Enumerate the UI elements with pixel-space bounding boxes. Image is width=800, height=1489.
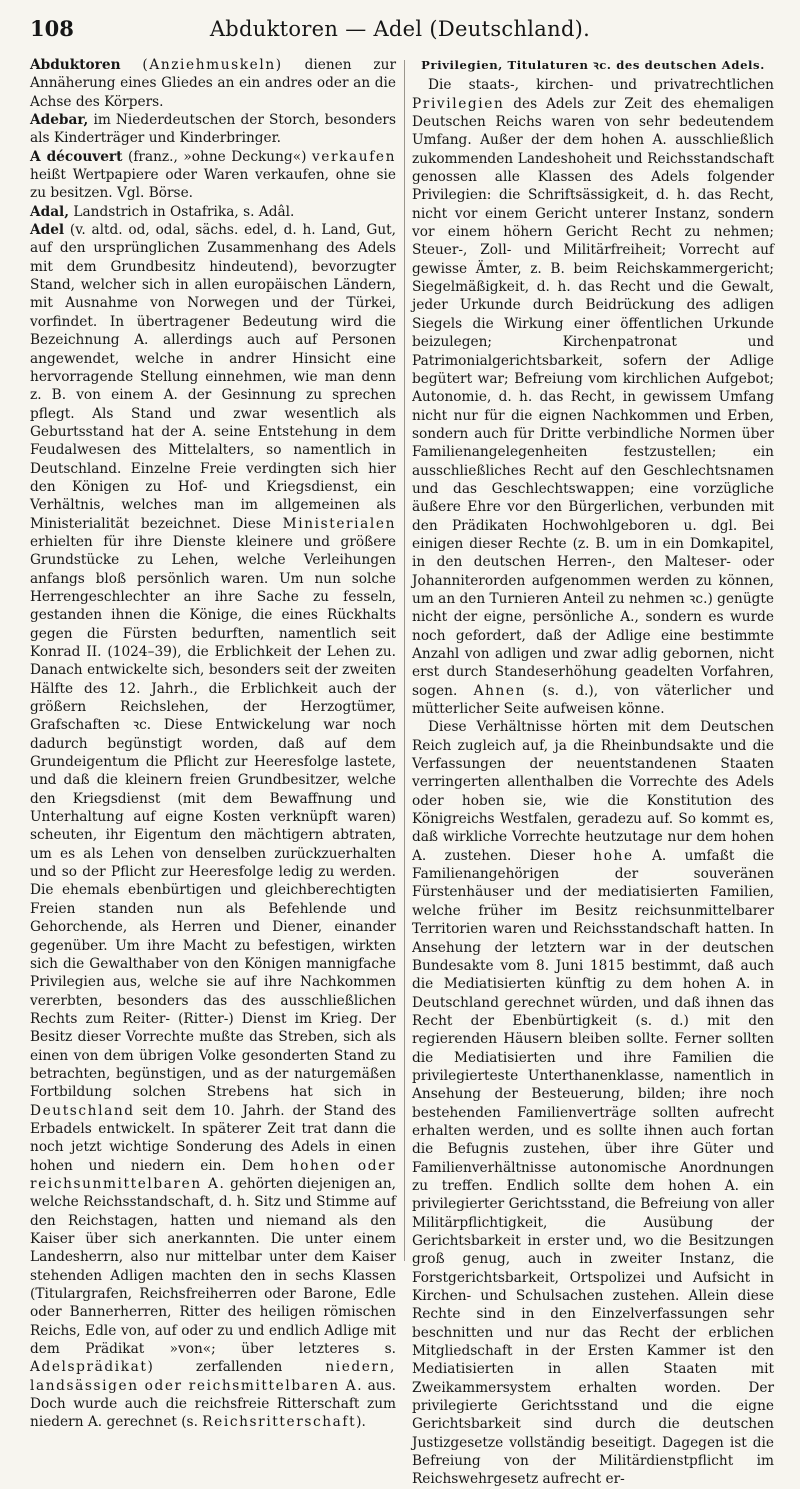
headword-abduktoren: Abduktoren (30, 57, 121, 73)
spaced-term: Deutschland (30, 1102, 135, 1119)
paragraph-text: Diese Verhältnisse hörten mit dem Deutschen Reich zugleich auf, ja die Rheinbundsakte und die Verfassungen der neuentstandenen Staaten verringerten allenthalben die Vorrechte des Adels oder hoben sie, wie die Konstitution des Königreichs Westfalen, geradezu auf. So kommt es, daß wirkliche Vorrechte heutzutage nur dem hohen A. zustehen. Dieser (412, 719, 774, 864)
page-header (30, 16, 770, 50)
spaced-term: hohen oder reichsunmittelbaren A. (30, 1157, 396, 1192)
headword-adel: Adel (30, 222, 65, 239)
entry-text: erhielten für ihre Dienste kleinere und größere Grundstücke zu Lehen, welche Verleihungen anfangs bloß persönlich waren. Um nun solche Herrengeschlechter an ihre Sache zu fesseln, gestanden ihnen die Könige, die eines Rückhalts gegen die Fürsten bedurften, namentlich seit Konrad II. (1024–39), die Erblichkeit der Lehen zu. Danach entwickelte sich, besonders seit der zweiten Hälfte des 12. Jahrh., die Erblichkeit auch der größern Reichslehen, der Herzogtümer, Grafschaften ꝛc. Diese Entwickelung war noch dadurch begünstigt worden, daß auf dem Grundeigentum die Pflicht zur Heeresfolge lastete, und daß die kleinern freien Grundbesitzer, welche den Kriegsdienst (mit dem Bewaffnung und Unterhaltung auf eigne Kosten verknüpft waren) scheuten, ihr Eigentum den mächtigern abtraten, um es als Lehen von denselben zurückzuerhalten und so der Pflicht zur Heeresfolge ledig zu werden. Die ehemals ebenbürtigen und gleichberechtigten Freien standen nun als Befehlende und Gehorchende, als Herren und Diener, einander gegenüber. Um ihre Macht zu befestigen, wirkten sich die Gewalthaber von den Königen mannigfache Privilegien aus, welche sie auf ihre Nachkommen vererbten, besonders das des ausschließlichen Rechts zum Reiter- (Ritter-) Dienst im Krieg. Der Besitz dieser Vorrechte mußte das Streben, sich als einen von dem übrigen Volke gesonderten Stand zu betrachten, begünstigen, und as der naturgemäßen Fortbildung solchen Strebens hat sich in (30, 533, 396, 1101)
paragraph-verhaeltnisse (412, 718, 774, 1488)
spaced-term: (Anziehmuskeln) (142, 57, 283, 73)
spaced-term: Adelsprädikat (30, 1359, 148, 1376)
headword-adal: Adal, (30, 203, 70, 220)
entry-adel (30, 221, 396, 1432)
spaced-term: Ministerialen (282, 515, 396, 532)
left-column (30, 56, 396, 1431)
entry-text: seit dem 10. Jahrh. der Stand des Erbadels entwickelt. In späterer Zeit trat dann die noch jetzt wichtige Sonderung des Adels in einen hohen und niedern ein. Dem (30, 1102, 396, 1174)
paragraph-privilegien (412, 76, 774, 718)
entry-text: ). (356, 1414, 366, 1431)
section-subheading: Privilegien, Titulaturen ꝛc. des deutschen Adels. (421, 58, 765, 72)
entry-adal (30, 203, 396, 221)
paragraph-text: Die staats-, kirchen- und privatrechtlichen (428, 77, 774, 94)
entry-adebar (30, 111, 396, 148)
paragraph-text: A. umfaßt die Familienangehörigen der souveränen Fürstenhäuser und der mediatisierten Familien, welche früher im Besitz reichsunmittelbarer Territorien waren und Reichsstandschaft hatten. In Ansehung der letztern war in der deutschen Bundesakte vom 8. Juni 1815 bestimmt, daß auch die Mediatisierten künftig zu dem hohen A. in Deutschland gerechnet würden, und daß ihnen das Recht der Ebenbürtigkeit (s. d.) mit den regierenden Häusern bleiben sollte. Ferner sollten die Mediatisierten und ihre Familien die privilegierteste Unterthanenklasse, namentlich in Ansehung der Besteuerung, bilden; ihre noch bestehenden Familienverträge sollten aufrecht erhalten werden, und es sollte ihnen auch fortan die Befugnis zustehen, über ihre Güter und Familienverhältnisse autonomische Anordnungen zu treffen. Endlich sollte dem hohen A. ein privilegierter Gerichtsstand, die Befreiung von aller Militärpflichtigkeit, die Ausübung der Gerichtsbarkeit in erster und, wo die Besitzungen groß genug, auch in zweiter Instanz, die Forstgerichtsbarkeit, Ortspolizei und Aufsicht in Kirchen- und Schulsachen zustehen. Allein diese Rechte sind in den Einzelverfassungen sehr beschnitten und nur das Recht der erblichen Mitgliedschaft in der Ersten Kammer ist den Mediatisierten in allen Staaten mit Zweikammersystem erhalten worden. Der privilegierte Gerichtsstand und die eigne Gerichtsbarkeit sind durch die deutschen Justizgesetze vollständig beseitigt. Dagegen ist die Befreiung von der Militärdienstpflicht im Reichswehrgesetz aufrecht er- (412, 847, 774, 1488)
entry-text: ) zerfallenden (147, 1359, 326, 1376)
column-divider (404, 60, 405, 1261)
entry-text: (franz., »ohne Deckung«) (122, 148, 312, 165)
entry-abduktoren (30, 56, 396, 111)
entry-text: heißt Wertpapiere oder Waren verkaufen, ohne sie zu besitzen. Vgl. Börse. (30, 167, 396, 202)
entry-text: (v. altd. od, odal, sächs. edel, d. h. Land, Gut, auf den ursprünglichen Zusammenhang des Adels mit dem Grundbesitz hindeutend), bevorzugter Stand, welcher sich in allen europäischen Ländern, mit Ausnahme von Norwegen und der Türkei, vorfindet. In übertragener Bedeutung wird die Bezeichnung A. allerdings auch auf Personen angewendet, welche in andrer Hinsicht eine hervorragende Stellung einnehmen, wie man denn z. B. von einem A. der Gesinnung zu sprechen pflegt. Als Stand und zwar wesentlich als Geburtsstand hat der A. seine Entstehung in dem Feudalwesen des Mittelalters, so namentlich in Deutschland. Einzelne Freie verdingten sich hier den Königen zu Hof- und Kriegsdienst, ein Verhältnis, welches man im allgemeinen als Ministerialität bezeichnet. Diese (30, 222, 396, 532)
spaced-term: niedern, landsässigen oder reichsmittelbaren A. (30, 1359, 396, 1394)
entry-text: im Niederdeutschen der Storch, besonders als Kinderträger und Kinderbringer. (30, 112, 396, 147)
headword-a-decouvert: A découvert (30, 148, 123, 165)
running-title: Abduktoren — Adel (Deutschland). (209, 17, 591, 41)
paragraph-text: des Adels zur Zeit des ehemaligen Deutschen Reichs waren von sehr bedeutendem Umfang. Außer der dem hohen A. ausschließlich zukommenden Landeshoheit und Reichsstandschaft genossen alle Klassen des Adels folgender Privilegien: die Schriftsässigkeit, d. h. das Recht, nicht vor einem Gericht unterer Instanz, sondern vor einem höhern Gericht Recht zu nehmen; Steuer-, Zoll- und Militärfreiheit; Vorrecht auf gewisse Ämter, z. B. beim Reichskammergericht; Siegelmäßigkeit, d. h. das Recht und die Gewalt, jeder Urkunde durch Beidrückung des adligen Siegels die Wirkung einer öffentlichen Urkunde beizulegen; Kirchenpatronat und Patrimonialgerichtsbarkeit, sofern der Adlige begütert war; Befreiung vom kirchlichen Aufgebot; Autonomie, d. h. das Recht, in gewissem Umfang nicht nur für die eignen Nachkommen und Erben, sondern auch für Dritte verbindliche Normen über Familienangelegenheiten festzustellen; ein ausschließliches Recht auf den Geschlechtsnamen und das Geschlechtswappen; eine vorzügliche äußere Ehre vor den Bürgerlichen, verbunden mit den Prädikaten Hochwohlgeboren u. dgl. Bei einigen dieser Rechte (z. B. um in ein Domkapitel, in den deutschen Herren-, den Malteser- oder Johanniterorden aufgenommen werden zu können, um an den Turnieren Anteil zu nehmen ꝛc.) genügte nicht der eigne, persönliche A., sondern es wurde noch gefordert, daß der Adlige eine bestimmte Anzahl von adligen und zwar adlig gebornen, nicht erst durch Standeserhöhung geadelten Vorfahren, sogen. (412, 95, 774, 699)
paragraph-text: (s. d.), von väterlicher und mütterlicher Seite aufweisen könne. (412, 682, 774, 718)
spaced-term: verkaufen (311, 148, 396, 165)
spaced-term: hohe (593, 847, 634, 864)
entry-text: Landstrich in Ostafrika, s. Adâl. (69, 203, 295, 220)
spaced-term: Privilegien (412, 95, 505, 112)
spaced-term: Ahnen (473, 682, 527, 699)
spaced-term: Reichsritterschaft (202, 1414, 357, 1431)
entry-a-decouvert (30, 148, 396, 203)
entry-text: gehörten diejenigen an, welche Reichsstandschaft, d. h. Sitz und Stimme auf den Reichstagen, hatten und niemand als den Kaiser über sich anerkannten. Die unter einem Landesherrn, also nur mittelbar unter dem Kaiser stehenden Adligen machten den in sechs Klassen (Titulargrafen, Reichsfreiherren oder Barone, Edle oder Bannerherren, Ritter des heiligen römischen Reichs, Edle von, auf oder zu und endlich Adlige mit dem Prädikat »von«; über letzteres s. (30, 1175, 396, 1358)
entry-text: aus. Doch wurde auch die reichsfreie Ritterschaft zum niedern A. gerechnet (s. (30, 1377, 396, 1431)
entry-text: dienen zur Annäherung eines Gliedes an ein andres oder an die Achse des Körpers. (30, 57, 396, 110)
headword-adebar: Adebar, (30, 112, 89, 129)
right-column (412, 56, 774, 1488)
page-number: 108 (30, 16, 74, 41)
